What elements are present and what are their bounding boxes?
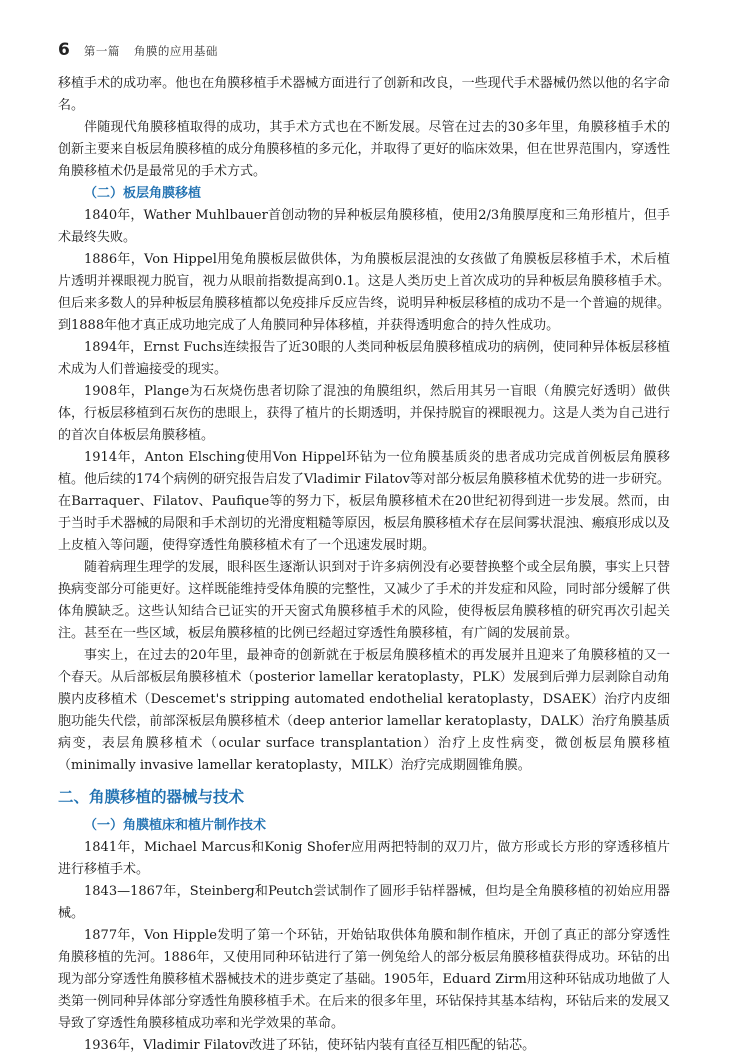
paragraph: 移植手术的成功率。他也在角膜移植手术器械方面进行了创新和改良，一些现代手术器械仍然以他的名字命名。 bbox=[58, 76, 670, 113]
paragraph: 1841年，Michael Marcus和Konig Shofer应用两把特制的双刀片，做方形或长方形的穿透移植片进行移植手术。 bbox=[58, 840, 670, 877]
paragraph: 1908年，Plange为石灰烧伤患者切除了混浊的角膜组织，然后用其另一盲眼（角膜完好透明）做供体，行板层移植到石灰伤的患眼上，获得了植片的长期透明，并保持脱盲的裸眼视力。这是人类为自己进行的首次自体板层角膜移植。 bbox=[58, 384, 670, 443]
section-heading-instruments: 二、角膜移植的器械与技术 bbox=[58, 788, 245, 806]
subsection-heading-trephine: （一）角膜植床和植片制作技术 bbox=[84, 818, 267, 833]
paragraph: 1914年，Anton Elsching使用Von Hippel环钻为一位角膜基质炎的患者成功完成首例板层角膜移植。他后续的174个病例的研究报告启发了Vladimir Filatov等对部分板层角膜移植术优势的进一步研究。在Barraquer、Filatov、Paufique等的努力下，板层角膜移植术在20世纪初得到进一步发展。然而，由于当时手术器械的局限和手术剖切的光滑度粗糙等原因，板层角膜移植术存在层间雾状混浊、瘢痕形成以及上皮植入等问题，使得穿透性角膜移植术有了一个迅速发展时期。 bbox=[58, 450, 670, 553]
paragraph: 事实上，在过去的20年里，最神奇的创新就在于板层角膜移植术的再发展并且迎来了角膜移植的又一个春天。从后部板层角膜移植术（posterior lamellar keratoplasty，PLK）发展到后弹力层剥除自动角膜内皮移植术（Descemet's stripping automated endothelial keratoplasty，DSAEK）治疗内皮细胞功能失代偿，前部深板层角膜移植术（deep anterior lamellar keratoplasty，DALK）治疗角膜基质病变，表层角膜移植术（ocular surface transplantation）治疗上皮性病变，微创板层角膜移植（minimally invasive lamellar keratoplasty，MILK）治疗完成期圆锥角膜。 bbox=[58, 648, 670, 773]
paragraph: 随着病理生理学的发展，眼科医生逐渐认识到对于许多病例没有必要替换整个或全层角膜，事实上只替换病变部分可能更好。这样既能维持受体角膜的完整性，又减少了手术的并发症和风险，同时部分缓解了供体角膜缺乏。这些认知结合已证实的开天窗式角膜移植手术的风险，使得板层角膜移植的研究再次引起关注。甚至在一些区域，板层角膜移植的比例已经超过穿透性角膜移植，有广阔的发展前景。 bbox=[58, 560, 670, 641]
paragraph: 1886年，Von Hippel用兔角膜板层做供体，为角膜板层混浊的女孩做了角膜板层移植手术，术后植片透明并裸眼视力脱盲，视力从眼前指数提高到0.1。这是人类历史上首次成功的异种板层角膜移植手术。但后来多数人的异种板层角膜移植都以免疫排斥反应告终，说明异种板层移植的成功不是一个普遍的规律。到1888年他才真正成功地完成了人角膜同种异体移植，并获得透明愈合的持久性成功。 bbox=[58, 252, 670, 333]
page-number: 6 bbox=[58, 40, 70, 60]
part-label: 第一篇 bbox=[83, 44, 120, 58]
paragraph: 1843—1867年，Steinberg和Peutch尝试制作了圆形手钻样器械，但均是全角膜移植的初始应用器械。 bbox=[58, 884, 670, 921]
running-header bbox=[58, 40, 672, 60]
paragraph: 1840年，Wather Muhlbauer首创动物的异种板层角膜移植，使用2/3角膜厚度和三角形植片，但手术最终失败。 bbox=[58, 208, 670, 245]
paragraph: 1936年，Vladimir Filatov改进了环钻，使环钻内装有直径互相匹配的钻芯。 bbox=[84, 1038, 536, 1053]
subsection-heading-lamellar: （二）板层角膜移植 bbox=[84, 186, 202, 201]
body-text bbox=[58, 73, 670, 1057]
paragraph: 1894年，Ernst Fuchs连续报告了近30眼的人类同种板层角膜移植成功的病例，使同种异体板层移植术成为人们普遍接受的现实。 bbox=[58, 340, 670, 377]
paragraph: 1877年，Von Hipple发明了第一个环钻，开始钻取供体角膜和制作植床，开创了真正的部分穿透性角膜移植的先河。1886年，又使用同种环钻进行了第一例兔给人的部分板层角膜移植获得成功。环钻的出现为部分穿透性角膜移植术器械技术的进步奠定了基础。1905年，Eduard Zirm用这种环钻成功地做了人类第一例同种异体部分穿透性角膜移植手术。在后来的很多年里，环钻保持其基本结构，环钻后来的发展又导致了穿透性角膜移植成功率和光学效果的革命。 bbox=[58, 928, 670, 1031]
chapter-title: 角膜的应用基础 bbox=[133, 44, 218, 58]
paragraph: 伴随现代角膜移植取得的成功，其手术方式也在不断发展。尽管在过去的30多年里，角膜移植手术的创新主要来自板层角膜移植的成分角膜移植的多元化，并取得了更好的临床效果，但在世界范围内，穿透性角膜移植术仍是最常见的手术方式。 bbox=[58, 120, 670, 179]
